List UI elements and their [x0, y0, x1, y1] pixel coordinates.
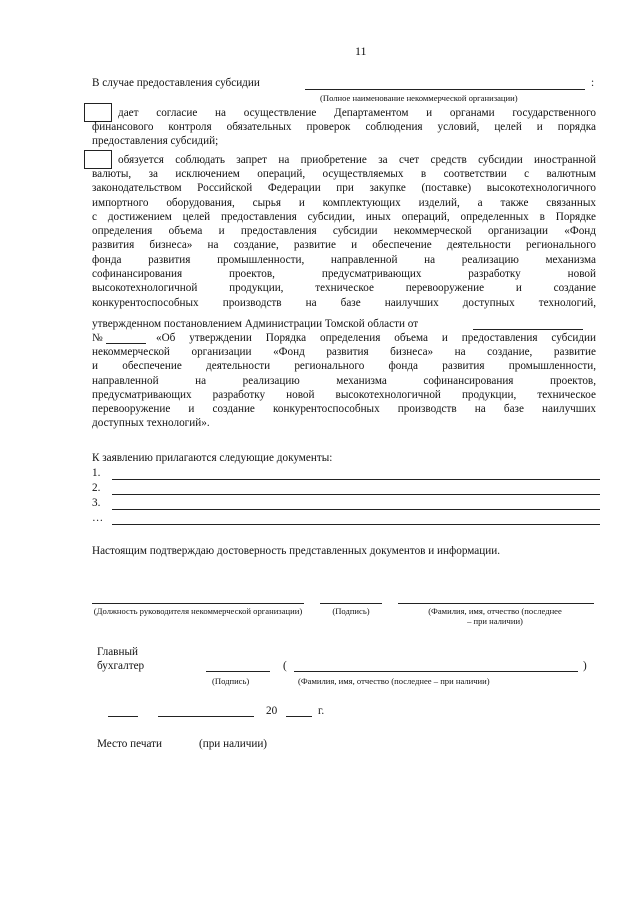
decree-line: некоммерческой организации «Фонд развития бизнеса» на создание, развитие [92, 346, 596, 358]
accountant-name-field[interactable] [294, 671, 578, 672]
date-year-field[interactable] [286, 716, 312, 717]
signature-field[interactable] [320, 603, 382, 604]
para2-line1: обязуется соблюдать запрет на приобретение за счет средств субсидии иностранной [118, 154, 596, 166]
accountant-label-line1: Главный [97, 646, 138, 658]
para1-line2: финансового контроля обязательных проверок соблюдения условий, целей и порядка [92, 121, 596, 133]
accountant-open-paren: ( [283, 660, 287, 672]
document-number: 1. [92, 467, 101, 479]
stamp-label: Место печати [97, 738, 162, 750]
decree-no-sign: № [92, 332, 103, 344]
position-field[interactable] [92, 603, 304, 604]
documents-intro: К заявлению прилагаются следующие документы: [92, 452, 333, 464]
approved-text: утвержденном постановлением Администрации Томской области от [92, 318, 419, 330]
para1-line3: предоставления субсидий; [92, 135, 219, 147]
para2-line: валюты, за исключением операций, осуществляемых в соответствии с валютным [92, 168, 596, 180]
accountant-signature-caption: (Подпись) [212, 676, 250, 686]
date-month-field[interactable] [158, 716, 254, 717]
document-number: 2. [92, 482, 101, 494]
org-name-field[interactable] [305, 89, 585, 90]
signature-caption: (Подпись) [332, 606, 370, 616]
para2-line: развития бизнеса» на создание, развитие и обеспечение деятельности регионального [92, 239, 596, 252]
decree-line-last: доступных технологий». [92, 417, 210, 430]
para2-body [92, 167, 596, 310]
document-field-2[interactable] [112, 494, 600, 495]
document-number: 3. [92, 497, 101, 509]
document-field-1[interactable] [112, 479, 600, 480]
confirmation-text: Настоящим подтверждаю достоверность представленных документов и информации. [92, 545, 500, 557]
date-year-suffix: г. [318, 705, 325, 717]
document-number: … [92, 512, 104, 524]
para2-line: с достижением целей предоставления субсидии, иных операций, определенных в Порядке [92, 210, 596, 223]
position-caption: (Должность руководителя некоммерческой организации) [93, 606, 303, 616]
para1-line1: дает согласие на осуществление Департаментом и органами государственного [118, 107, 596, 119]
document-field-3[interactable] [112, 509, 600, 510]
accountant-close-paren: ) [583, 660, 587, 672]
org-name-caption: (Полное наименование некоммерческой организации) [320, 93, 518, 103]
accountant-signature-field[interactable] [206, 671, 270, 672]
name-caption: (Фамилия, имя, отчество (последнее – при наличии) [428, 606, 562, 626]
document-field-more[interactable] [112, 524, 600, 525]
name-field[interactable] [398, 603, 594, 604]
date-day-field[interactable] [108, 716, 138, 717]
date-century: 20 [266, 705, 278, 717]
decree-number-field[interactable] [106, 343, 146, 344]
para2-line: фонда развития промышленности, направленной на реализацию механизма [92, 253, 596, 266]
decree-line: и обеспечение деятельности регионального фонда развития промышленности, [92, 360, 596, 373]
para2-line: конкурентоспособных производств на базе наилучших доступных технологий, [92, 296, 596, 309]
subsidy-intro: В случае предоставления субсидии [92, 77, 260, 89]
para2-line: законодательством Российской Федерации при закупке (поставке) высокотехнологичного [92, 182, 596, 195]
decree-date-field[interactable] [473, 329, 583, 330]
decree-line: направленной на реализацию механизма софинансирования проектов, [92, 374, 596, 387]
decree-title-line1: «Об утверждении Порядка определения объема и предоставления субсидии [156, 332, 596, 344]
para2-line: софинансирования проектов, предусматривающих разработку новой [92, 268, 596, 281]
decree-line: перевооружение и создание конкурентоспособных производств на базе наилучших [92, 403, 596, 416]
accountant-label-line2: бухгалтер [97, 660, 145, 672]
accountant-name-caption: (Фамилия, имя, отчество (последнее – при наличии) [298, 676, 490, 686]
page-number: 11 [355, 44, 367, 58]
decree-line: предусматривающих разработку новой высокотехнологичной продукции, техническое [92, 388, 596, 401]
para2-line: высокотехнологичной продукции, техническое перевооружение и создание [92, 282, 596, 295]
para2-line: определения объема и предоставления субсидии некоммерческой организации «Фонд [92, 225, 596, 238]
para2-line: импортного оборудования, сырья и комплектующих изделий, а также связанных [92, 196, 596, 209]
subsidy-colon: : [591, 77, 595, 89]
decree-body [92, 345, 596, 431]
stamp-note: (при наличии) [199, 738, 268, 750]
